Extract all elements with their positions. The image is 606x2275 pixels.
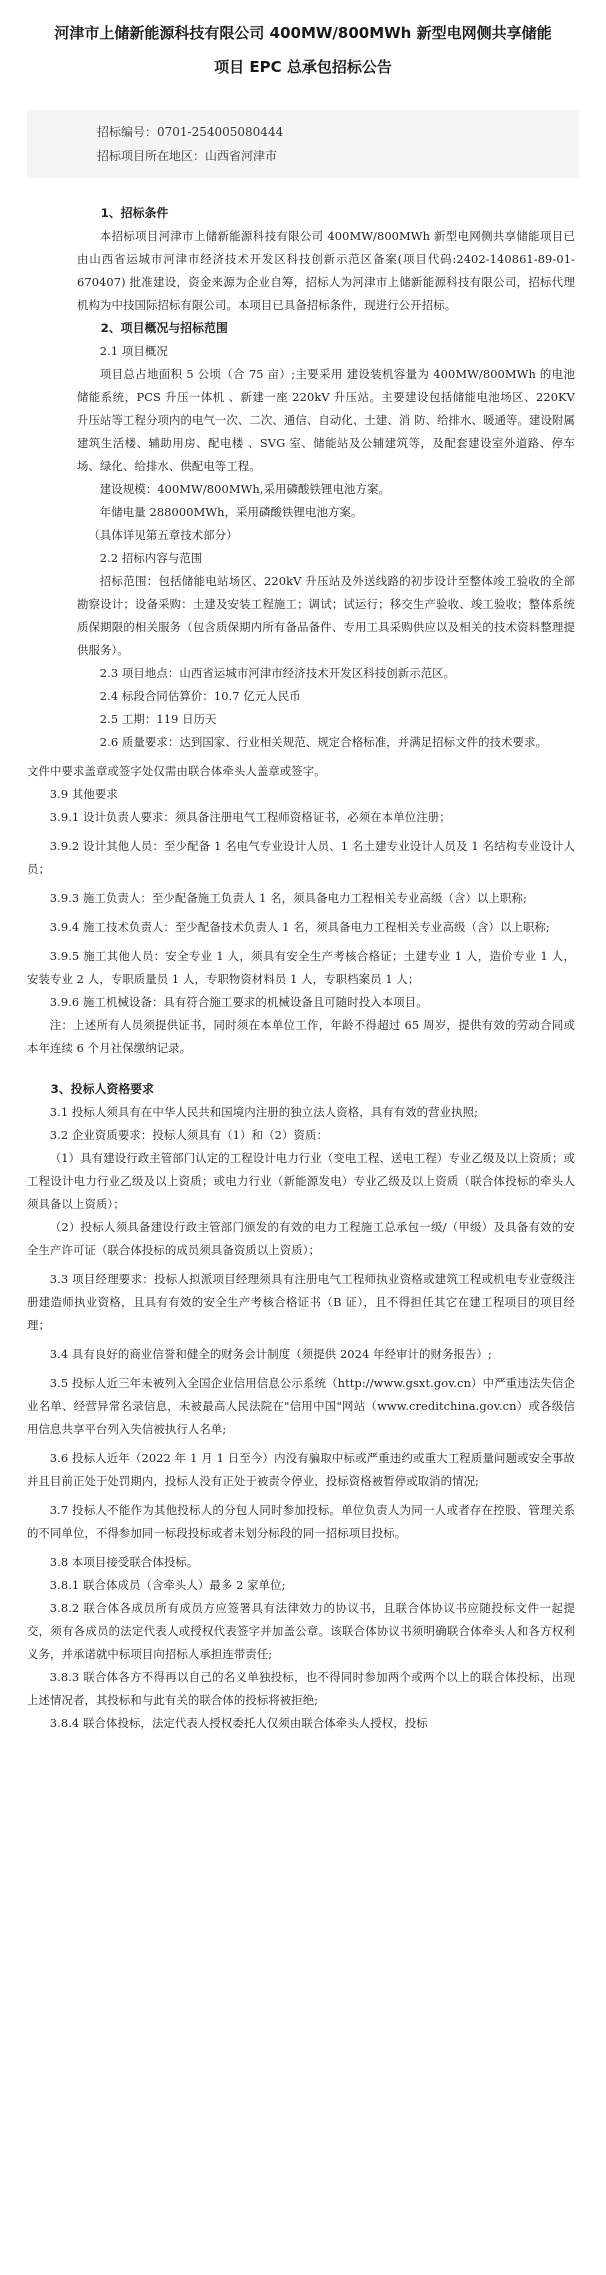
project-location: 招标项目所在地区：山西省河津市: [97, 149, 278, 163]
section-3-2-2: （2）投标人须具备建设行政主管部门颁发的有效的电力工程施工总承包一级/（甲级）及具备有效的安全生产许可证（联合体投标的成员须具备资质以上资质）；: [27, 1220, 575, 1257]
section-1-heading: 1、招标条件: [100, 206, 169, 220]
section-2-1-text: 项目总占地面积 5 公顷（合 75 亩）;主要采用 建设装机容量为 400MW/800MWh 的电池储能系统，PCS 升压一体机 、新建一座 220kV 升压站。主要建设包括储能电池场区、220KV 升压站等工程分项内的电气一次、二次、通信、自动化、土建、消 防、给排水、暖通等。建设附属建筑生活楼、辅助用房、配电楼 、SVG 室、储能站及公辅建筑等，及配套建设室外道路、停车场、绿化、给排水、供配电等工程。: [77, 367, 575, 473]
title-line-2: 项目 EPC 总承包招标公告: [214, 58, 392, 76]
section-3-9-3: 3.9.3 施工负责人：至少配备施工负责人 1 名，须具备电力工程相关专业高级（含）以上职称;: [49, 891, 527, 905]
section-3-9-5: 3.9.5 施工其他人员：安全专业 1 人，须具有安全生产考核合格证；土建专业 1 人，造价专业 1 人，安装专业 2 人，专职质量员 1 人，专职物资材料员 1 人，专职档案员 1 人；: [27, 949, 575, 986]
section-2-2-label: 2.2 招标内容与范围: [99, 551, 203, 565]
section-3-8-2: 3.8.2 联合体各成员所有成员方应签署具有法律效力的协议书，且联合体协议书应随投标文件一起提交，须有各成员的法定代表人或授权代表签字并加盖公章。该联合体协议书须明确联合体牵头人和各方权利义务，并承诺就中标项目向招标人承担连带责任;: [27, 1601, 575, 1661]
section-2-2-text: 招标范围：包括储能电站场区、220kV 升压站及外送线路的初步设计至整体竣工验收的全部勘察设计；设备采购：土建及安装工程施工；调试；试运行；移交生产验收、竣工验收；整体系统质保期限的相关服务（包含质保期内所有备品备件、专用工具采购供应以及相关的技术资料整理提供服务）。: [77, 574, 575, 657]
section-3-9-6: 3.9.6 施工机械设备：具有符合施工要求的机械设备且可随时投入本项目。: [49, 995, 428, 1009]
meta-box: [27, 110, 579, 178]
section-2-5: 2.5 工期：119 日历天: [99, 712, 217, 726]
sections-1-2: [27, 190, 579, 754]
section-2-1-label: 2.1 项目概况: [99, 344, 168, 358]
section-3-8-1: 3.8.1 联合体成员（含牵头人）最多 2 家单位;: [49, 1578, 286, 1592]
section-2-4: 2.4 标段合同估算价：10.7 亿元人民币: [99, 689, 301, 703]
section-2-1-scale: 建设规模：400MW/800MWh,采用磷酸铁锂电池方案。: [99, 482, 390, 496]
sections-3-9: [27, 760, 579, 1735]
section-3-8-3: 3.8.3 联合体各方不得再以自己的名义单独投标，也不得同时参加两个或两个以上的联合体投标，出现上述情况者，其投标和与此有关的联合体的投标将被拒绝;: [27, 1670, 575, 1707]
section-2-3: 2.3 项目地点：山西省运城市河津市经济技术开发区科技创新示范区。: [99, 666, 456, 680]
section-3-8-4: 3.8.4 联合体投标，法定代表人授权委托人仅须由联合体牵头人授权，投标: [49, 1716, 428, 1730]
section-3-4: 3.4 具有良好的商业信誉和健全的财务会计制度（须提供 2024 年经审计的财务报告）;: [49, 1347, 492, 1361]
section-3-3: 3.3 项目经理要求：投标人拟派项目经理须具有注册电气工程师执业资格或建筑工程或机电专业壹级注册建造师执业资格，且具有有效的安全生产考核合格证书（B 证），且不得担任其它在建工程项目的项目经理；: [27, 1272, 575, 1332]
section-3-6: 3.6 投标人近年（2022 年 1 月 1 日至今）内没有骗取中标或严重违约或重大工程质量问题或安全事故并且目前正处于处罚期内，投标人没有正处于被责令停业，投标资格被暂停或取消的情况;: [27, 1451, 575, 1488]
section-2-1-note: （具体详见第五章技术部分）: [88, 528, 238, 542]
section-3-9-4: 3.9.4 施工技术负责人：至少配备技术负责人 1 名，须具备电力工程相关专业高级（含）以上职称;: [49, 920, 550, 934]
section-2-1-storage: 年储电量 288000MWh，采用磷酸铁锂电池方案。: [99, 505, 363, 519]
section-3-7: 3.7 投标人不能作为其他投标人的分包人同时参加投标。单位负责人为同一人或者存在控股、管理关系的不同单位，不得参加同一标段投标或者未划分标段的同一招标项目投标。: [27, 1503, 575, 1540]
section-2-6: 2.6 质量要求：达到国家、行业相关规范、规定合格标准，并满足招标文件的技术要求。: [99, 735, 548, 749]
bid-number: 招标编号：0701-254005080444: [97, 125, 284, 139]
section-3-9-heading: 3.9 其他要求: [49, 787, 118, 801]
announcement-body: [27, 190, 579, 1735]
section-3-2: 3.2 企业资质要求：投标人须具有（1）和（2）资质：: [49, 1128, 328, 1142]
section-3-9-1: 3.9.1 设计负责人要求：须具备注册电气工程师资格证书，必须在本单位注册；: [49, 810, 451, 824]
section-3-5: 3.5 投标人近三年未被列入全国企业信用信息公示系统（http://www.gsxt.gov.cn）中严重违法失信企业名单、经营异常名录信息，未被最高人民法院在"信用中国"网站（www.creditchina.gov.cn）或各级信用信息共享平台列入失信被执行人名单;: [27, 1376, 575, 1436]
section-3-9-2: 3.9.2 设计其他人员：至少配备 1 名电气专业设计人员、1 名土建专业设计人员及 1 名结构专业设计人员；: [27, 839, 575, 876]
section-1-text: 本招标项目河津市上储新能源科技有限公司 400MW/800MWh 新型电网侧共享储能项目已由山西省运城市河津市经济技术开发区科技创新示范区备案(项目代码:2402-140861-89-01-670407) 批准建设，资金来源为企业自筹，招标人为河津市上储新能源科技有限公司，招标代理机构为中技国际招标有限公司。本项目已具备招标条件，现进行公开招标。: [77, 229, 575, 312]
section-3-9-6-note: 注：上述所有人员须提供证书，同时须在本单位工作，年龄不得超过 65 周岁，提供有效的劳动合同或本年连续 6 个月社保缴纳记录。: [27, 1018, 575, 1055]
sign-note: 文件中要求盖章或签字处仅需由联合体牵头人盖章或签字。: [27, 764, 326, 778]
section-3-heading: 3、投标人资格要求: [50, 1082, 155, 1096]
title-line-1: 河津市上储新能源科技有限公司 400MW/800MWh 新型电网侧共享储能: [54, 24, 552, 42]
page-title: [27, 16, 579, 84]
section-3-1: 3.1 投标人须具有在中华人民共和国境内注册的独立法人资格，具有有效的营业执照;: [49, 1105, 479, 1119]
section-2-heading: 2、项目概况与招标范围: [100, 321, 228, 335]
section-3-8: 3.8 本项目接受联合体投标。: [49, 1555, 199, 1569]
section-3-2-1: （1）具有建设行政主管部门认定的工程设计电力行业（变电工程、送电工程）专业乙级及以上资质；或工程设计电力行业乙级及以上资质；或电力行业（新能源发电）专业乙级及以上资质（联合体投标的牵头人须具备以上资质）；: [27, 1151, 575, 1211]
